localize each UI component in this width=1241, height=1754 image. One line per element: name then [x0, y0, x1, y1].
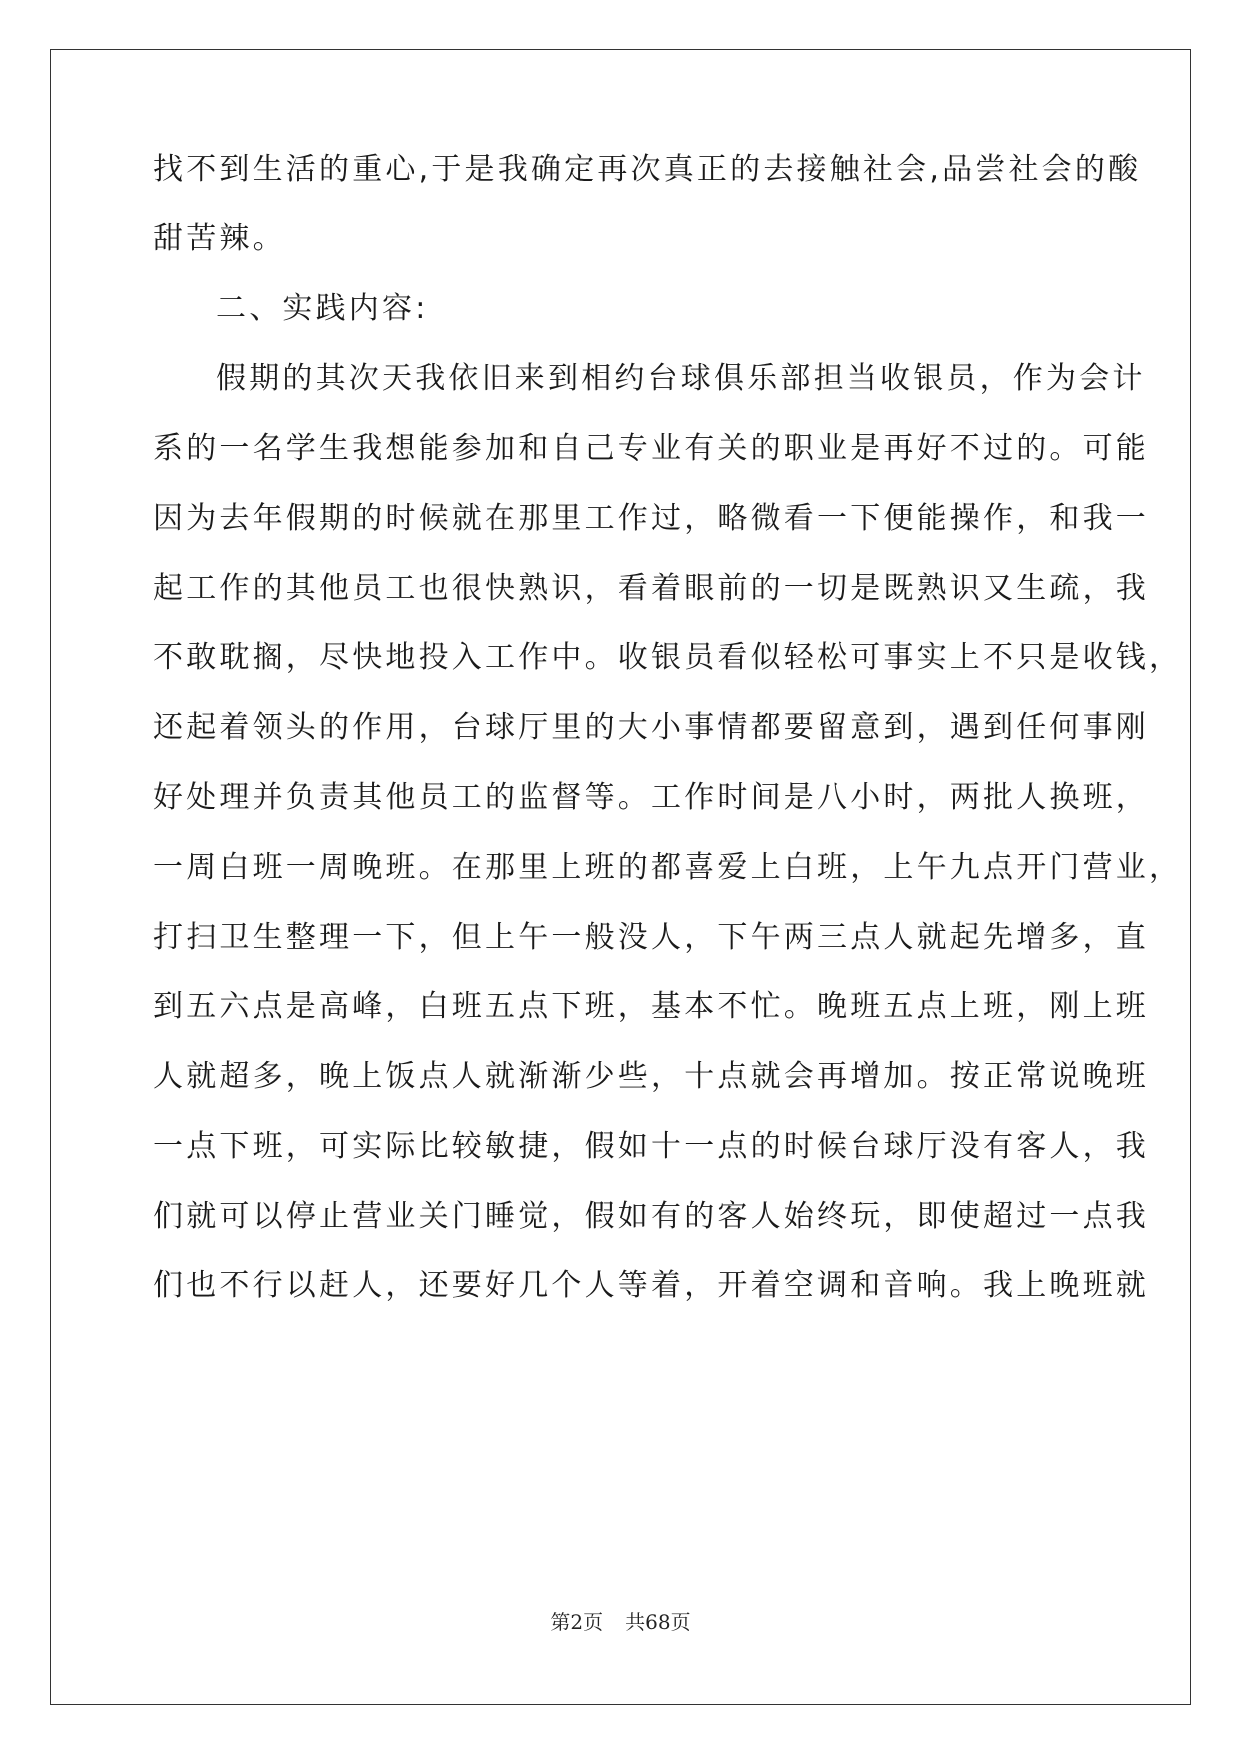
body-line-7: 不敢耽搁，尽快地投入工作中。收银员看似轻松可事实上不只是收钱，	[153, 640, 1183, 675]
body-line-16: 们也不行以赶人，还要好几个人等着，开着空调和音响。我上晚班就	[153, 1268, 1149, 1303]
page-total: 共68页	[625, 1610, 691, 1634]
body-line-4: 系的一名学生我想能参加和自己专业有关的职业是再好不过的。可能	[153, 431, 1149, 466]
body-line-15: 们就可以停止营业关门睡觉，假如有的客人始终玩，即使超过一点我	[153, 1199, 1149, 1234]
body-line-13: 人就超多，晚上饭点人就渐渐少些，十点就会再增加。按正常说晚班	[153, 1059, 1149, 1094]
body-line-11: 打扫卫生整理一下，但上午一般没人，下午两三点人就起先增多，直	[153, 920, 1149, 955]
body-line-9: 好处理并负责其他员工的监督等。工作时间是八小时，两批人换班，	[153, 780, 1149, 815]
body-line-1: 找不到生活的重心,于是我确定再次真正的去接触社会,品尝社会的酸	[153, 152, 1142, 187]
body-line-14: 一点下班，可实际比较敏捷，假如十一点的时候台球厅没有客人，我	[153, 1129, 1149, 1164]
body-line-6: 起工作的其他员工也很快熟识，看着眼前的一切是既熟识又生疏，我	[153, 571, 1149, 606]
page-number: 第2页	[550, 1610, 604, 1634]
section-heading: 二、实践内容:	[216, 291, 429, 326]
body-line-8: 还起着领头的作用，台球厅里的大小事情都要留意到，遇到任何事刚	[153, 710, 1149, 745]
body-line-5: 因为去年假期的时候就在那里工作过，略微看一下便能操作，和我一	[153, 501, 1149, 536]
body-line-12: 到五六点是高峰，白班五点下班，基本不忙。晚班五点上班，刚上班	[153, 989, 1149, 1024]
body-line-2: 甜苦辣。	[153, 221, 286, 256]
body-line-3: 假期的其次天我依旧来到相约台球俱乐部担当收银员，作为会计	[216, 361, 1146, 396]
body-line-10: 一周白班一周晚班。在那里上班的都喜爱上白班，上午九点开门营业，	[153, 850, 1183, 885]
page-footer	[0, 1610, 1241, 1634]
